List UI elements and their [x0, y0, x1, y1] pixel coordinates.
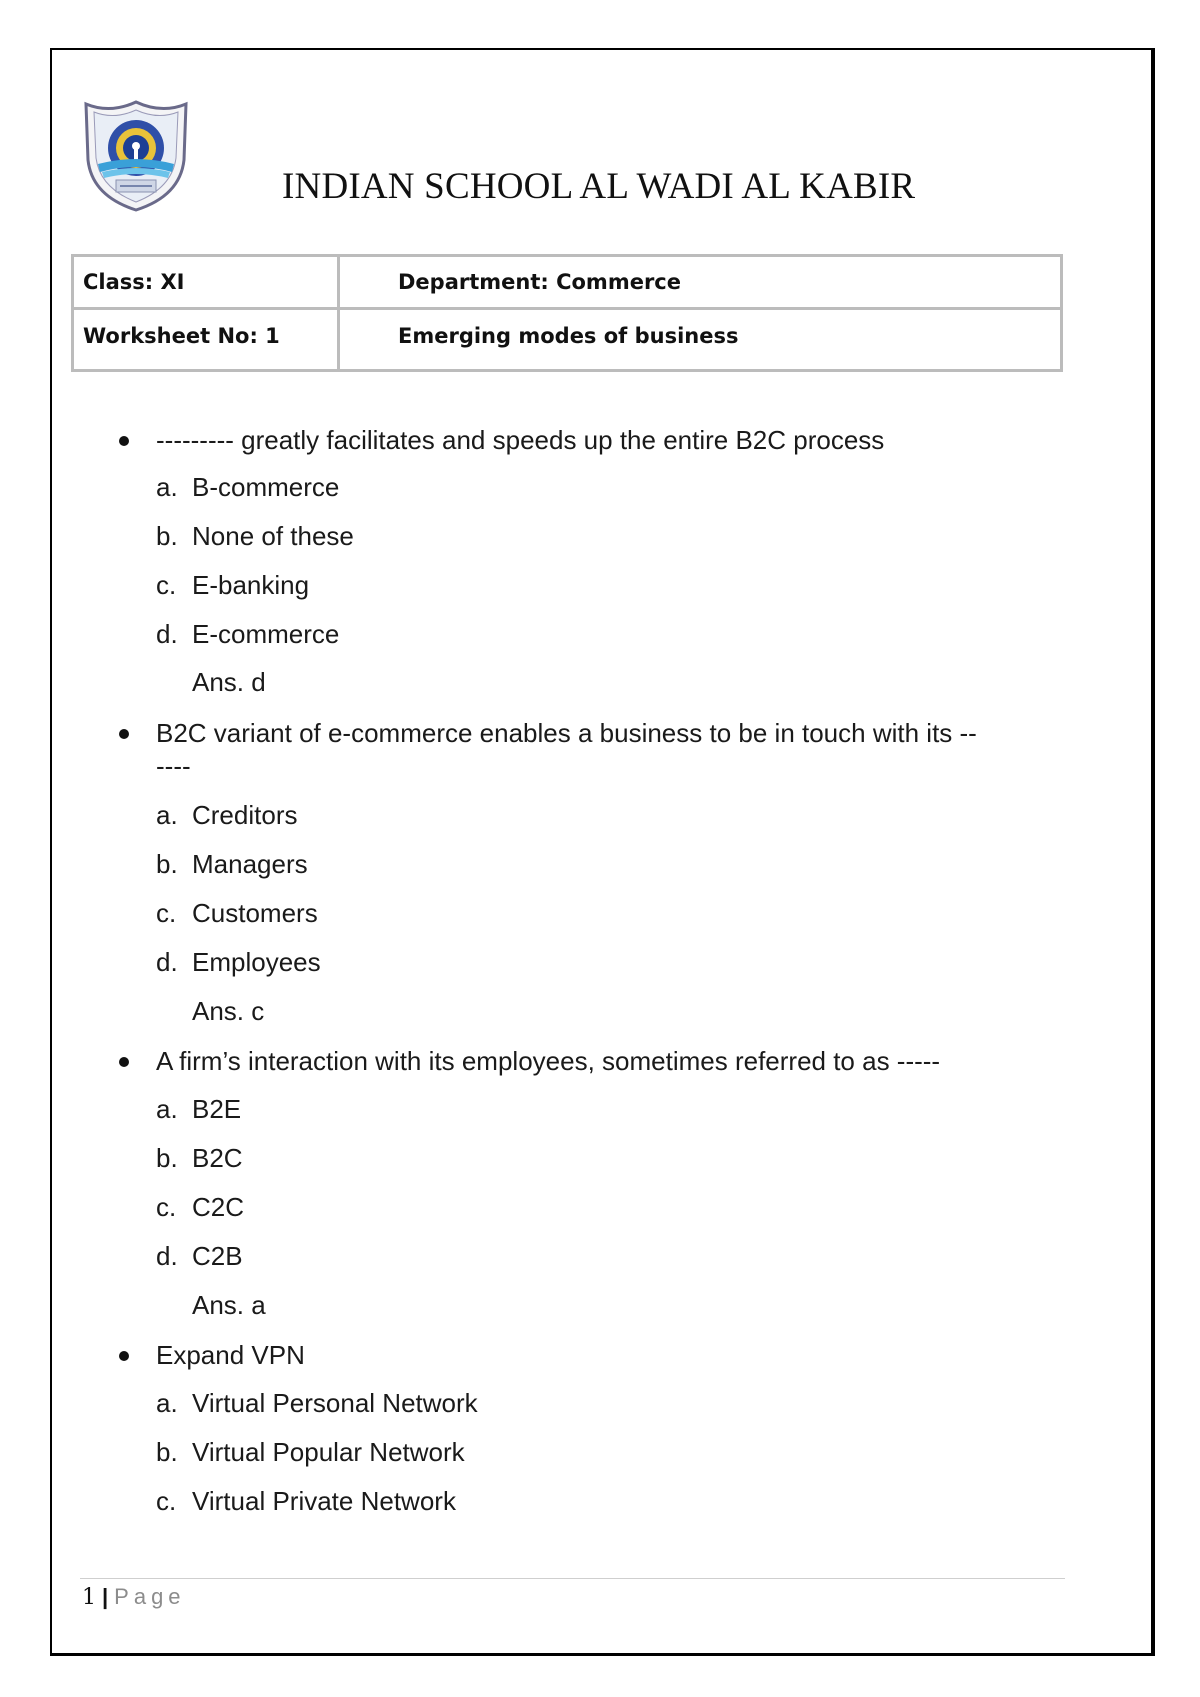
option-text: None of these: [192, 521, 354, 551]
option-text: B2E: [192, 1094, 242, 1124]
option-item: [156, 619, 339, 650]
footer-separator: |: [102, 1584, 109, 1609]
option-letter: a.: [156, 800, 178, 830]
bullet-icon: [119, 1057, 129, 1067]
option-item: [156, 947, 321, 978]
option-letter: c.: [156, 570, 177, 600]
answer-text: Ans. c: [192, 996, 265, 1026]
option-letter: d.: [156, 947, 178, 977]
option-text: Virtual Private Network: [192, 1486, 456, 1516]
question-text: --------- greatly facilitates and speeds up the entire B2C process: [156, 425, 885, 455]
option-text: C2C: [192, 1192, 245, 1222]
option-letter: b.: [156, 1437, 178, 1467]
topic-cell: Emerging modes of business: [339, 309, 1062, 371]
bullet-icon: [119, 1351, 129, 1361]
option-letter: c.: [156, 1486, 177, 1516]
option-text: Virtual Popular Network: [192, 1437, 465, 1467]
option-letter: a.: [156, 472, 178, 502]
option-item: [156, 472, 339, 503]
worksheet-number-cell: Worksheet No: 1: [73, 309, 339, 371]
answer-text: Ans. d: [192, 667, 266, 697]
option-item: [156, 1094, 241, 1125]
option-letter: d.: [156, 1241, 178, 1271]
page-label: Page: [114, 1584, 186, 1609]
option-item: [156, 1437, 465, 1468]
option-text: Customers: [192, 898, 318, 928]
option-text: Managers: [192, 849, 308, 879]
question-text: B2C variant of e-commerce enables a business to be in touch with its --: [156, 718, 977, 748]
option-letter: b.: [156, 521, 178, 551]
option-item: [156, 1241, 243, 1272]
school-name: INDIAN SCHOOL AL WADI AL KABIR: [282, 166, 916, 207]
option-text: Creditors: [192, 800, 298, 830]
page-footer: [82, 1584, 186, 1610]
question-text: A firm’s interaction with its employees, sometimes referred to as -----: [156, 1046, 941, 1076]
option-text: B-commerce: [192, 472, 340, 502]
bullet-icon: [119, 729, 129, 739]
option-item: [156, 800, 297, 831]
question-text: Expand VPN: [156, 1340, 305, 1370]
page-number: 1: [82, 1585, 96, 1610]
option-letter: b.: [156, 1143, 178, 1173]
option-text: E-commerce: [192, 619, 340, 649]
footer-divider: [80, 1578, 1065, 1579]
option-letter: c.: [156, 898, 177, 928]
bullet-icon: [119, 436, 129, 446]
option-letter: b.: [156, 849, 178, 879]
option-item: [156, 1388, 478, 1419]
option-item: [156, 1192, 244, 1223]
option-item: [156, 521, 354, 552]
question-text-continued: ----: [156, 751, 191, 781]
option-letter: a.: [156, 1094, 178, 1124]
class-cell: Class: XI: [73, 256, 339, 309]
option-text: Employees: [192, 947, 321, 977]
answer-text: Ans. a: [192, 1290, 266, 1320]
option-item: [156, 1143, 243, 1174]
option-text: E-banking: [192, 570, 310, 600]
option-text: Virtual Personal Network: [192, 1388, 478, 1418]
option-item: [156, 570, 309, 601]
option-text: C2B: [192, 1241, 243, 1271]
option-item: [156, 1486, 456, 1517]
option-item: [156, 898, 318, 929]
option-letter: d.: [156, 619, 178, 649]
option-text: B2C: [192, 1143, 243, 1173]
option-letter: c.: [156, 1192, 177, 1222]
option-letter: a.: [156, 1388, 178, 1418]
option-item: [156, 849, 308, 880]
department-cell: Department: Commerce: [339, 256, 1062, 309]
